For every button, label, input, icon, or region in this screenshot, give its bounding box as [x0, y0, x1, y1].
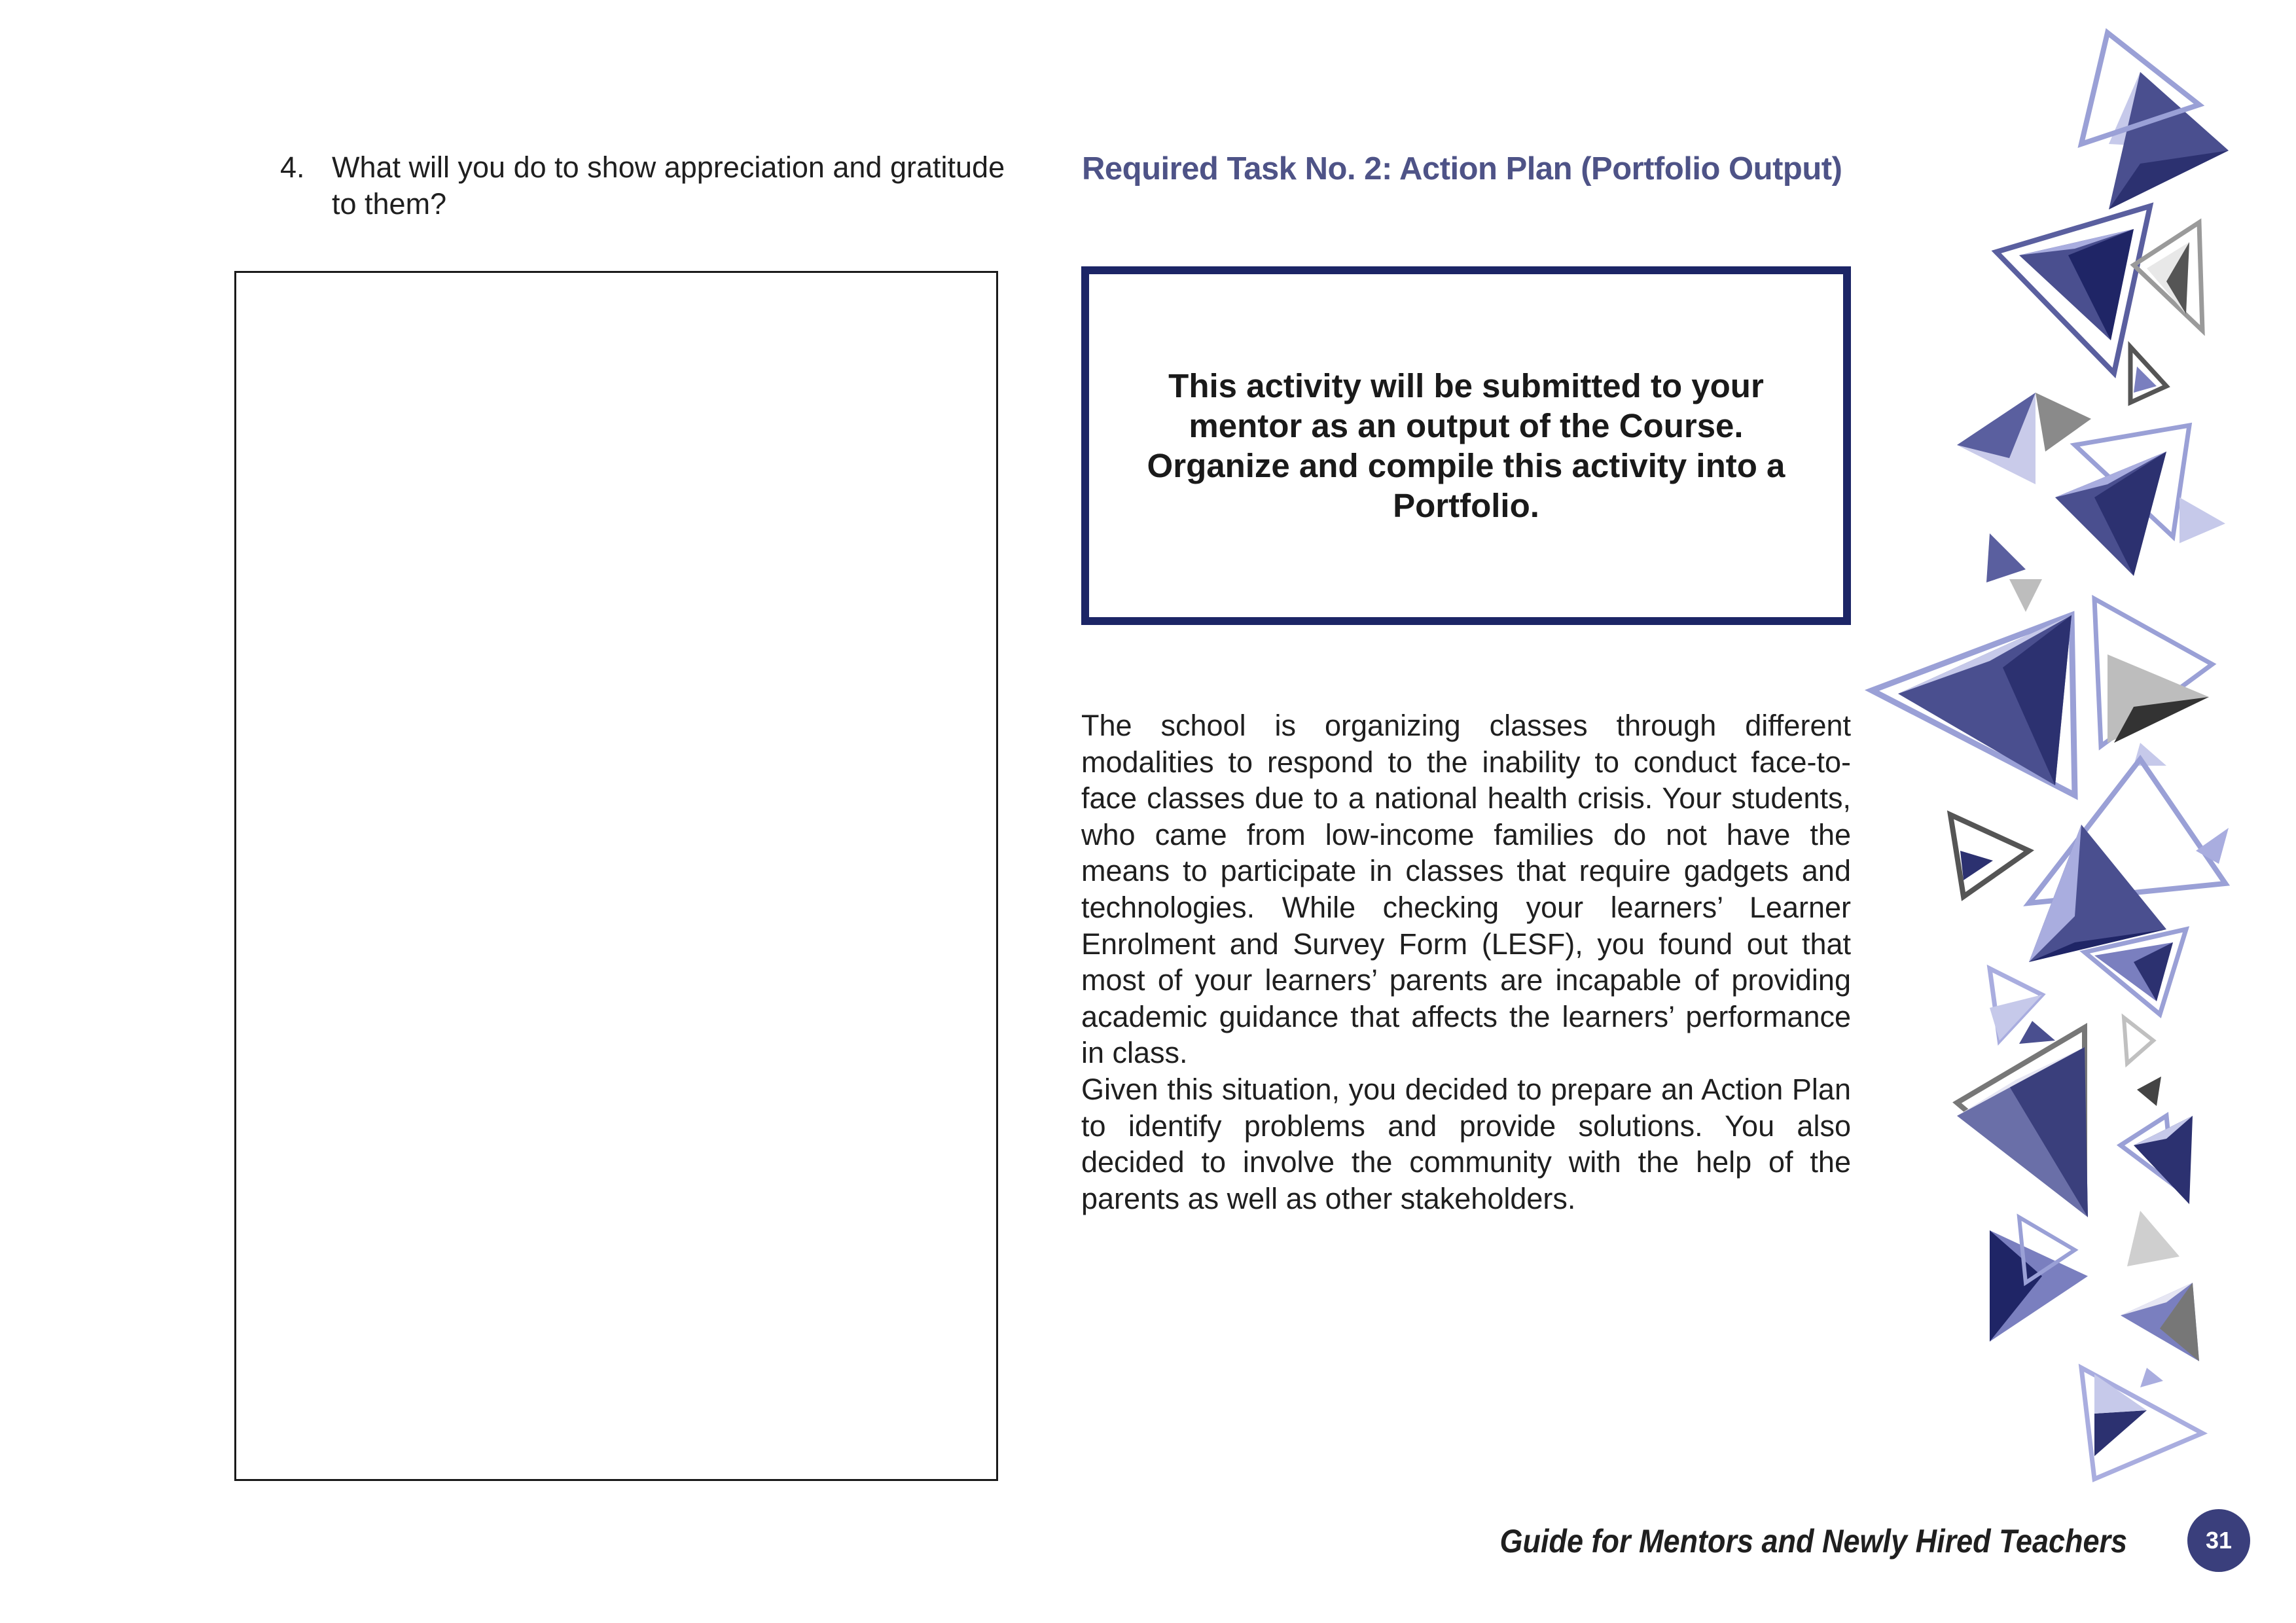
- page-number-badge: 31: [2187, 1509, 2250, 1572]
- situation-paragraph-1: The school is organizing classes through different modalities to respond to the inability to conduct face-to-face classes due to a national health crisis. Your students, who came from low-income families do not have the means to participate in classes that require gadgets and technologies. While checking your learners’ Learner Enrolment and Survey Form (LESF), you found out that most of your learners’ parents are incapable of providing academic guidance that affects the learners’ performance in class.: [1081, 709, 1851, 1070]
- triangle-pattern-icon: [1859, 0, 2296, 1623]
- question-text: What will you do to show appreciation and gratitude to them?: [332, 151, 1005, 221]
- portfolio-notice-text: This activity will be submitted to your mentor as an output of the Course. Organize and compile this activity into a Portfolio.: [1147, 367, 1785, 524]
- answer-box[interactable]: [234, 271, 998, 1481]
- task-title: Required Task No. 2: Action Plan (Portfolio Output): [1082, 151, 1842, 187]
- portfolio-notice-box: [1081, 266, 1851, 625]
- question-number: 4.: [280, 151, 305, 184]
- question-4: [280, 149, 1013, 223]
- situation-paragraph-2: Given this situation, you decided to prepare an Action Plan to identify problems and provide solutions. You also decided to involve the community with the help of the parents as well as other stakeholders.: [1081, 1073, 1851, 1215]
- footer-title: Guide for Mentors and Newly Hired Teachers: [1499, 1523, 2127, 1560]
